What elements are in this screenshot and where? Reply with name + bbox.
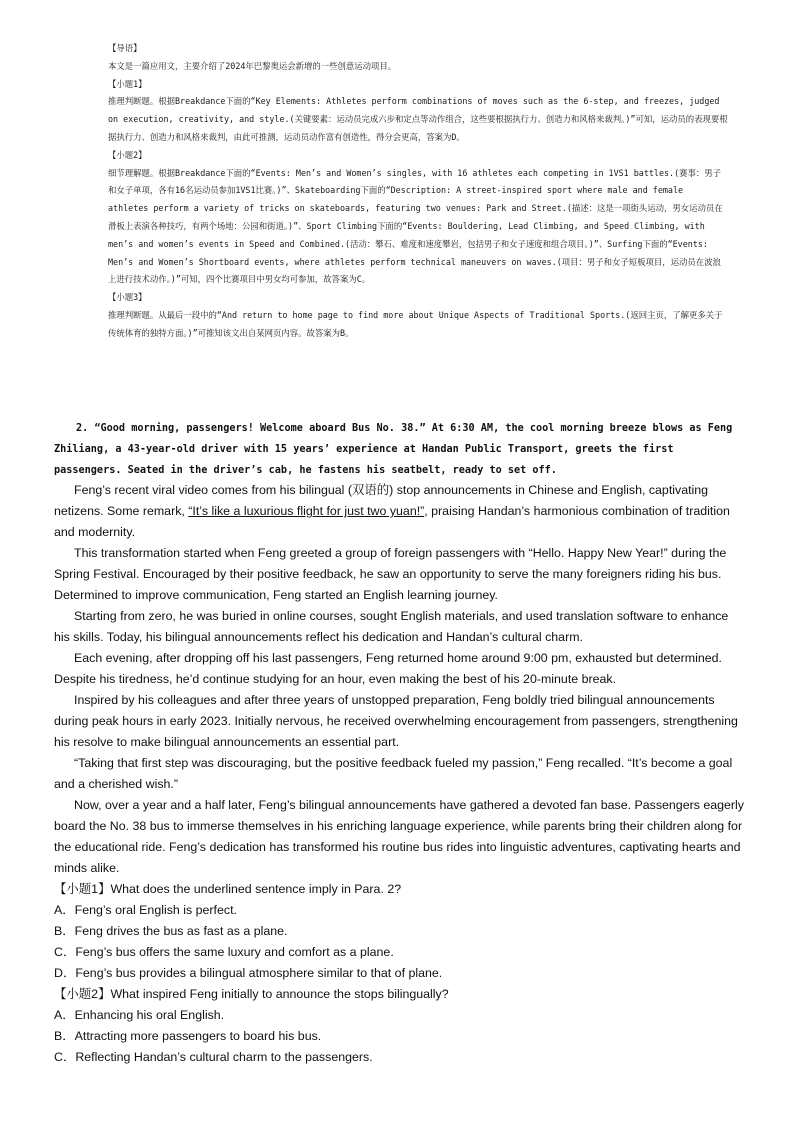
guide-tag: 【导语】 <box>108 43 142 53</box>
passage-body <box>54 480 744 1068</box>
question-2-option-c: C．Reflecting Handan’s cultural charm to the passengers. <box>54 1050 373 1064</box>
q1-analysis-tag: 【小题1】 <box>108 78 147 89</box>
question-2: 【小题2】What inspired Feng initially to announce the stops bilingually? <box>54 987 449 1001</box>
question-1-option-d: D．Feng’s bus provides a bilingual atmosphere similar to that of plane. <box>54 966 443 980</box>
p1-before: Feng’s recent viral video comes from his bilingual (双语的) stop announcements in Chinese and English, captivating netizens. Some remark, <box>54 483 709 518</box>
guide-text: 本文是一篇应用文，主要介绍了2024年巴黎奥运会新增的一些创意运动项目。 <box>108 60 397 71</box>
q3-analysis-tag: 【小题3】 <box>108 292 147 303</box>
paragraph-7: “Taking that first step was discouraging, but the positive feedback fueled my passion,” Feng recalled. “It’s become a goal and a cherished wish.” <box>54 756 733 791</box>
paragraph-4: Starting from zero, he was buried in online courses, sought English materials, and used translation software to enhance his skills. Today, his bilingual announcements reflect his dedication and Handan’s cultural charm. <box>54 609 729 644</box>
question-1: 【小题1】What does the underlined sentence imply in Para. 2? <box>54 882 402 896</box>
question-2-option-b: B．Attracting more passengers to board his bus. <box>54 1029 322 1043</box>
passage-intro <box>54 418 744 481</box>
intro-paragraph: 2. “Good morning, passengers! Welcome aboard Bus No. 38.” At 6:30 AM, the cool morning breeze blows as Feng Zhiliang, a 43-year-old driver with 15 years’ experience at Handan Public Transport, greets the first passengers. Seated in the driver’s cab, he fastens his seatbelt, ready to set off. <box>54 423 733 476</box>
q2-analysis-tag: 【小题2】 <box>108 149 147 160</box>
question-1-option-c: C．Feng’s bus offers the same luxury and comfort as a plane. <box>54 945 394 959</box>
paragraph-6: Inspired by his colleagues and after three years of unstopped preparation, Feng boldly tried bilingual announcements during peak hours in early 2023. Initially nervous, he received overwhelming encouragement from passengers, strengthening his resolve to make bilingual announcements an essential part. <box>54 693 738 749</box>
paragraph-2 <box>54 480 744 543</box>
paragraph-8: Now, over a year and a half later, Feng’s bilingual announcements have gathered a devoted fan base. Passengers eagerly board the No. 38 bus to immerse themselves in his enriching language experience, while parents bring their children along for the educational ride. Feng’s dedication has transformed his routine bus rides into linguistic adventures, captivating hearts and minds alike. <box>54 798 744 875</box>
paragraph-5: Each evening, after dropping off his last passengers, Feng returned home around 9:00 pm, exhausted but determined. Despite his tiredness, he’d continue studying for an hour, even making the best of his 20-minute break. <box>54 651 722 686</box>
answer-analysis <box>108 40 728 343</box>
q1-analysis-text: 推理判断题。根据Breakdance下面的“Key Elements: Athletes perform combinations of moves such as the 6-step, and freezes, judged on execution, creativity, and style.(关键要素：运动员完成六步和定点等动作组合，这些要根据执行力、创造力和风格来裁判。)”可知，运动员的表现要根据执行力、创造力和风格来裁判，由此可推测，运动员动作富有创造性，得分会更高，答案为D。 <box>108 96 728 142</box>
q3-analysis-text: 推理判断题。从最后一段中的“And return to home page to find more about Unique Aspects of Traditional Sports.(返回主页，了解更多关于传统体育的独特方面。)”可推知该文出自某网页内容。故答案为B。 <box>108 309 723 338</box>
paragraph-3: This transformation started when Feng greeted a group of foreign passengers with “Hello. Happy New Year!” during the Spring Festival. Encouraged by their positive feedback, he saw an opportunity to serve the many foreigners riding his bus. Determined to improve communication, Feng started an English learning journey. <box>54 546 727 602</box>
question-1-option-b: B．Feng drives the bus as fast as a plane. <box>54 924 288 938</box>
underlined-sentence: “It’s like a luxurious flight for just two yuan!” <box>188 504 425 518</box>
p1-after: , praising Handan’s harmonious combination of tradition and modernity. <box>54 504 730 539</box>
question-1-option-a: A．Feng’s oral English is perfect. <box>54 903 237 917</box>
question-2-option-a: A．Enhancing his oral English. <box>54 1008 225 1022</box>
q2-analysis-text: 细节理解题。根据Breakdance下面的“Events: Men’s and Women’s singles, with 16 athletes each competing in 1VS1 battles.(赛事：男子和女子单项，各有16名运动员参加1VS1比赛。)”、Skateboarding下面的“Description: A street-inspired sport where male and female athletes perform a variety of tricks on skateboards, featuring two venues: Park and Street.(描述：这是一项街头运动，男女运动员在滑板上表演各种技巧，有两个场地：公园和街道。)”、Sport Climbing下面的“Events: Bouldering, Lead Climbing, and Speed Climbing, with men’s and women’s events in Speed and Combined.(活动：攀石、难度和速度攀岩，包括男子和女子速度和组合项目。)”、Surfing下面的“Events: Men’s and Women’s Shortboard events, where athletes perform technical maneuvers on waves.(项目：男子和女子短板项目，运动员在波浪上进行技术动作。)”可知，四个比赛项目中男女均可参加，故答案为C。 <box>108 167 723 285</box>
